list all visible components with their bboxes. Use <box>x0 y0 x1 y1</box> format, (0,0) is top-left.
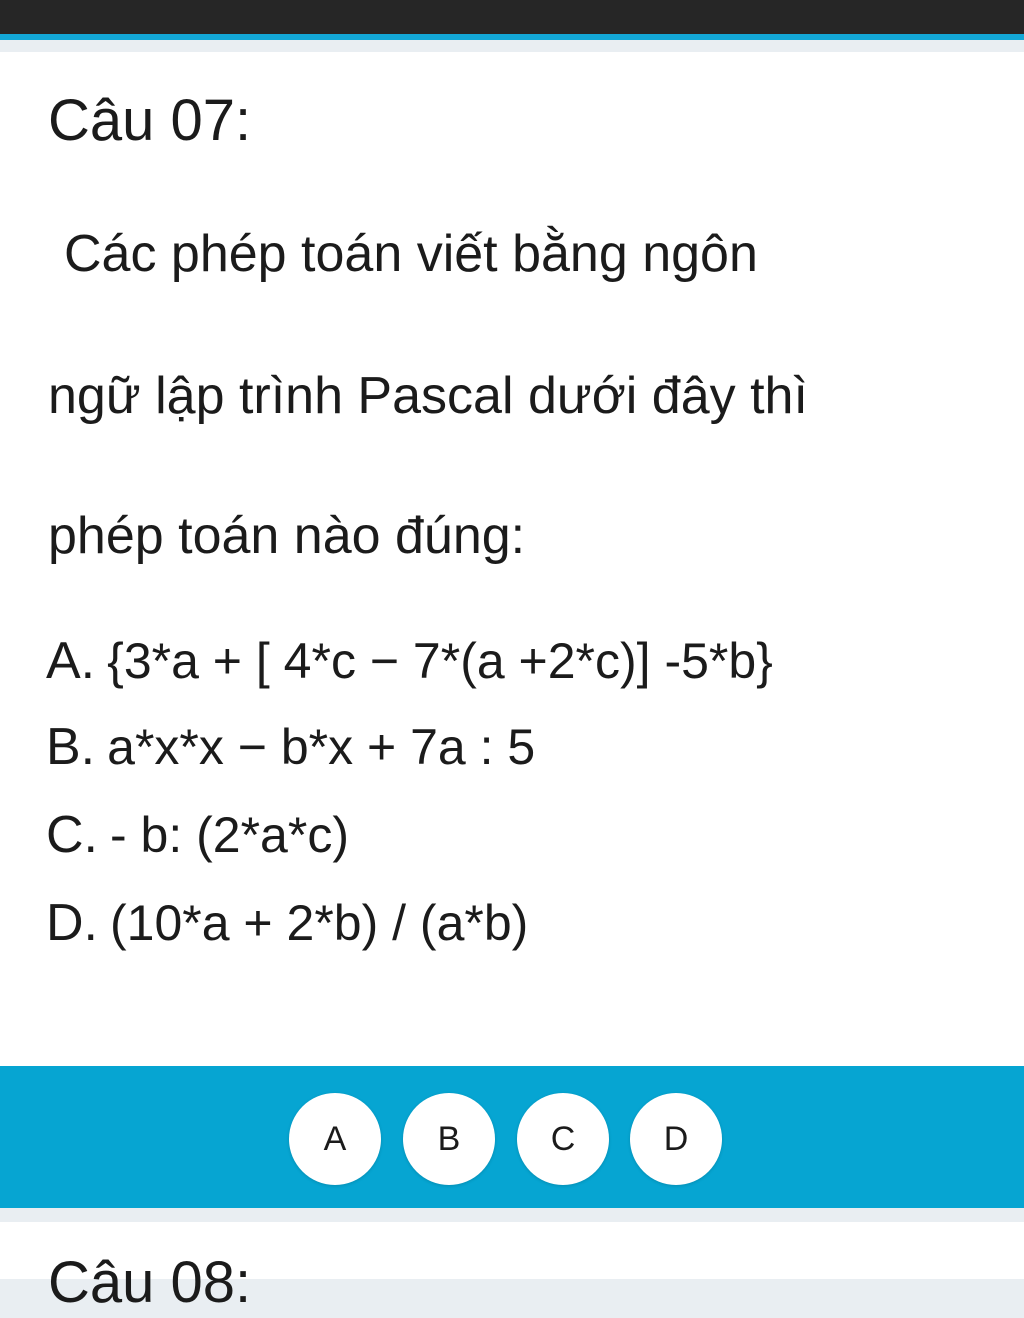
choice-button-c[interactable]: C <box>517 1093 609 1185</box>
answer-option-a <box>46 630 773 692</box>
answer-letter: C. <box>46 806 98 864</box>
answer-choice-bar <box>0 1066 1024 1208</box>
answer-text: {3*a + [ 4*c − 7*(a +2*c)] -5*b} <box>107 633 773 689</box>
question-text-line-2: ngữ lập trình Pascal dưới đây thì <box>48 367 808 425</box>
status-bar <box>0 0 1024 34</box>
answer-option-b <box>46 716 535 778</box>
answer-text: (10*a + 2*b) / (a*b) <box>110 895 529 951</box>
answer-text: - b: (2*a*c) <box>110 807 349 863</box>
answer-text: a*x*x − b*x + 7a : 5 <box>107 719 536 775</box>
choice-button-b[interactable]: B <box>403 1093 495 1185</box>
question-number: Câu 07: <box>48 88 252 153</box>
question-text-line-1: Các phép toán viết bằng ngôn <box>64 225 758 283</box>
next-question-number: Câu 08: <box>48 1250 252 1315</box>
answer-letter: B. <box>46 718 96 776</box>
answer-letter: D. <box>46 894 98 952</box>
choice-button-d[interactable]: D <box>630 1093 722 1185</box>
question-text-line-3: phép toán nào đúng: <box>48 507 526 565</box>
next-question-card <box>0 1222 1024 1315</box>
choice-button-a[interactable]: A <box>289 1093 381 1185</box>
header-accent-line <box>0 34 1024 40</box>
answer-option-c <box>46 804 349 866</box>
answer-option-d <box>46 892 528 954</box>
answer-letter: A. <box>46 632 96 690</box>
